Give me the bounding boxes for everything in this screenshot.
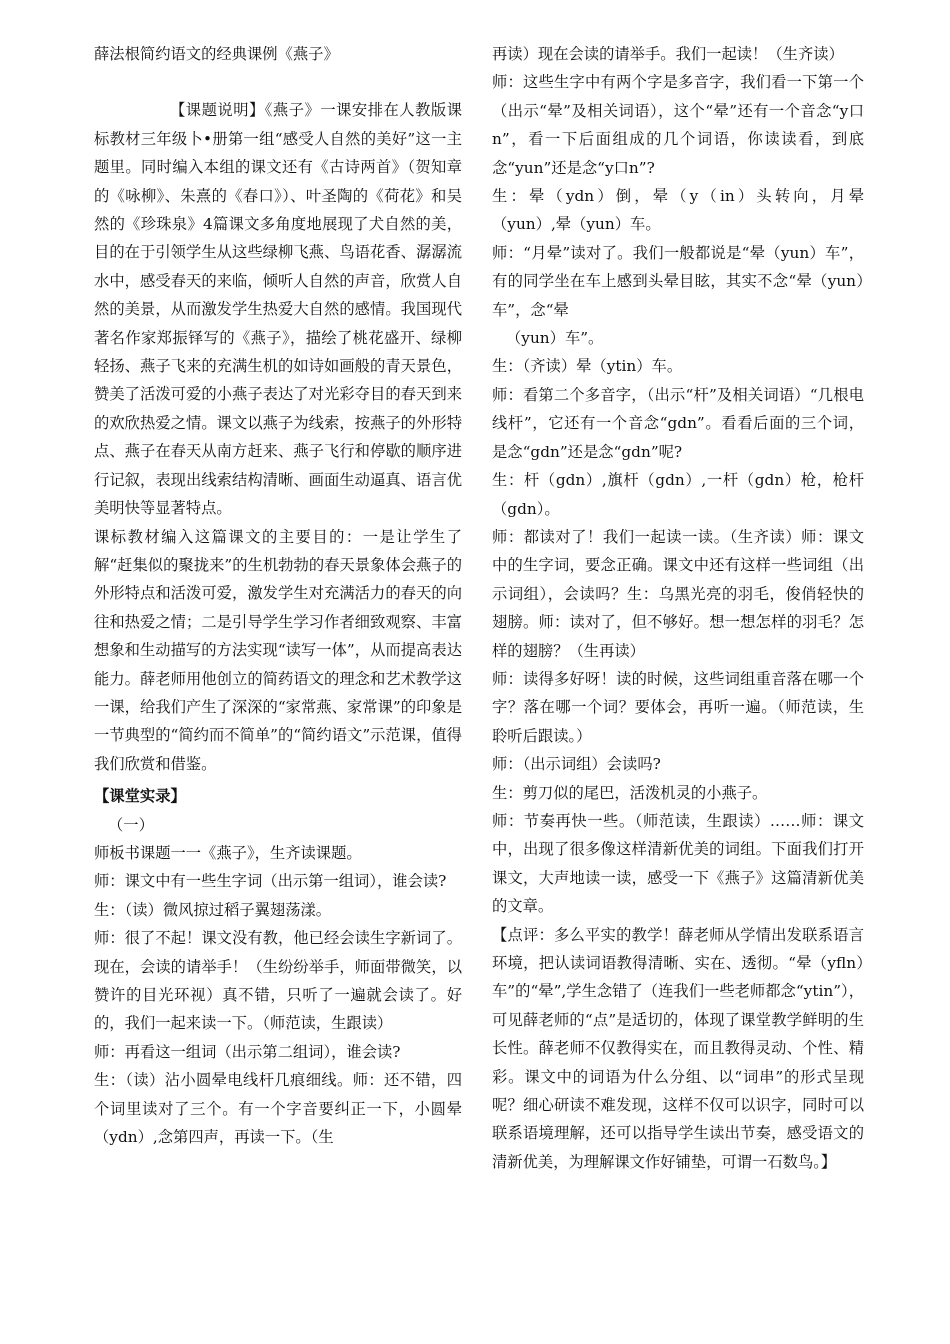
transcript-line: 生：（读）微风掠过稻子翼翅荡漾。 [94,900,332,919]
transcript-line: 师：读得多好呀！读的时候，这些词组重音落在哪一个字？落在哪一个词？要体会，再听一遍。（师范读，生聆听后跟读。） [492,669,864,745]
transcript-line: 师：再看这一组词（出示第二组词），谁会读? [94,1042,401,1061]
transcript-line: 师板书课题一一《燕子》，生齐读课题。 [94,843,362,862]
commentary-paragraph: 【点评：多么平实的教学！薛老师从学情出发联系语言环境，把认读词语教得清晰、实在、透彻。“晕（yfln）车”的“晕”,学生念错了（连我们一些老师都念“ytin”），可见薛老师的“点”是适切的，体现了课堂教学鲜明的生长性。薛老师不仅教得实在，而且教得灵动、个性、精彩。课文中的词语为什么分组、以“词串”的形式呈现呢？细心研读不难发现，这样不仅可以识字，同时可以联系语境理解，还可以指导学生读出节奏，感受语文的清新优美，为理解课文作好铺垫，可谓一石数鸟。】 [492,925,864,1171]
transcript-line: （yun）车”。 [506,329,604,348]
transcript-line: 师：这些生字中有两个字是多音字，我们看一下第一个（出示“晕”及相关词语），这个“晕”还有一个音念“y口n”，看一下后面组成的几个词语，你读读看，到底念“yun”还是念“y口n”? [492,73,864,177]
classroom-record-heading: 【课堂实录】 [94,787,186,806]
transcript-line: 师：课文中有一些生字词（出示第一组词），谁会读? [94,872,447,891]
lesson-purpose-paragraph: 课标教材编入这篇课文的主要目的：一是让学生了解“赶集似的聚拢来”的生机勃勃的春天景象体会燕子的外形特点和活泼可爱，激发学生对充满活力的春天的向往和热爱之情；二是引导学生学习作者细致观察、丰富想象和生动描写的方法实现“读写一体”，从而提高表达能力。薛老师用他创立的简药语文的理念和艺术教学这一课，给我们产生了深深的“家常燕、家常课”的印象是一节典型的“简约而不简单”的“简约语文”示范课，值得我们欣赏和借鉴。 [94,527,462,773]
transcript-line: 师：看第二个多音字，（出示“杆”及相关词语）“几根电线杆”，它还有一个音念“gdn”。看看后面的三个词，是念“gdn”还是念“gdn”呢? [492,385,864,461]
transcript-line: 生：杆（gdn）,旗杆（gdn）,一杆（gdn）枪，枪杆（gdn）。 [492,471,864,518]
transcript-line: 生：剪刀似的尾巴，活泼机灵的小燕子。 [492,783,768,802]
transcript-line: 生：（齐读）晕（ytin）车。 [492,357,683,376]
transcript-line: 再读）现在会读的请举手。我们一起读！（生齐读） [492,45,844,63]
document-title: 薛法根简约语文的经典课例《燕子》 [94,45,339,63]
right-column [492,40,864,1176]
transcript-line: 师：“月晕”读对了。我们一般都说是“晕（yun）车”，有的同学坐在车上感到头晕目眩，其实不念“晕（yun）车”，念“晕 [492,243,864,319]
transcript-line: 师：节奏再快一些。（师范读，生跟读）……师：课文中，出现了很多像这样清新优美的词组。下面我们打开课文，大声地读一读，感受一下《燕子》这篇清新优美的文章。 [492,811,864,916]
transcript-line: 生：晕（ydn）倒，晕（y（in）头转向，月晕（yun）,晕（yun）车。 [492,187,864,234]
part-one-label: （一） [108,815,154,834]
lesson-intro-paragraph: 【课题说明】《燕子》一课安排在人教版课标教材三年级卜•册第一组“感受人自然的美好”这一主题里。同时编入本组的课文还有《古诗两首》（贺知章的《咏柳》、朱熹的《春口》）、叶圣陶的《荷花》和吴然的《珍珠泉》4篇课文多角度地展现了犬自然的美，目的在于引领学生从这些绿柳飞燕、鸟语花香、潺潺流水中，感受春天的来临，倾听人自然的声音，欣赏人自然的美景，从而激发学生热爱大自然的感情。我国现代著名作家郑振铎写的《燕子》，描绘了桃花盛开、绿柳轻扬、燕子飞来的充满生机的如诗如画般的青天景色，赞美了活泼可爱的小燕子表达了对光彩夺目的春天到来的欢欣热爱之情。课文以燕子为线索，按燕子的外形特点、燕子在春天从南方赶来、燕子飞行和停歇的顺序进行记叙，表现出线索结构清晰、画面生动逼真、语言优美明快等显著特点。 [94,101,462,518]
left-column [94,40,462,1151]
transcript-line: 生：（读）沾小圆晕电线杆几痕细线。师：还不错，四个词里读对了三个。有一个字音要纠正一下，小圆晕（ydn）,念第四声，再读一下。（生 [94,1071,462,1147]
transcript-line: 师：很了不起！课文没有教，他已经会读生字新词了。现在，会读的请举手！（生纷纷举手，师面带微笑，以赞许的目光环视）真不错，只听了一遍就会读了。好的，我们一起来读一下。（师范读，生跟读） [94,929,462,1033]
transcript-line: 师：都读对了！我们一起读一读。（生齐读）师：课文中的生字词，要念正确。课文中还有这样一些词组（出示词组），会读吗？生：乌黑光亮的羽毛，俊俏轻快的翅膀。师：读对了，但不够好。想一想怎样的羽毛？怎样的翅膀？（生再读） [492,527,864,660]
transcript-line: 师：（出示词组）会读吗? [492,755,661,774]
